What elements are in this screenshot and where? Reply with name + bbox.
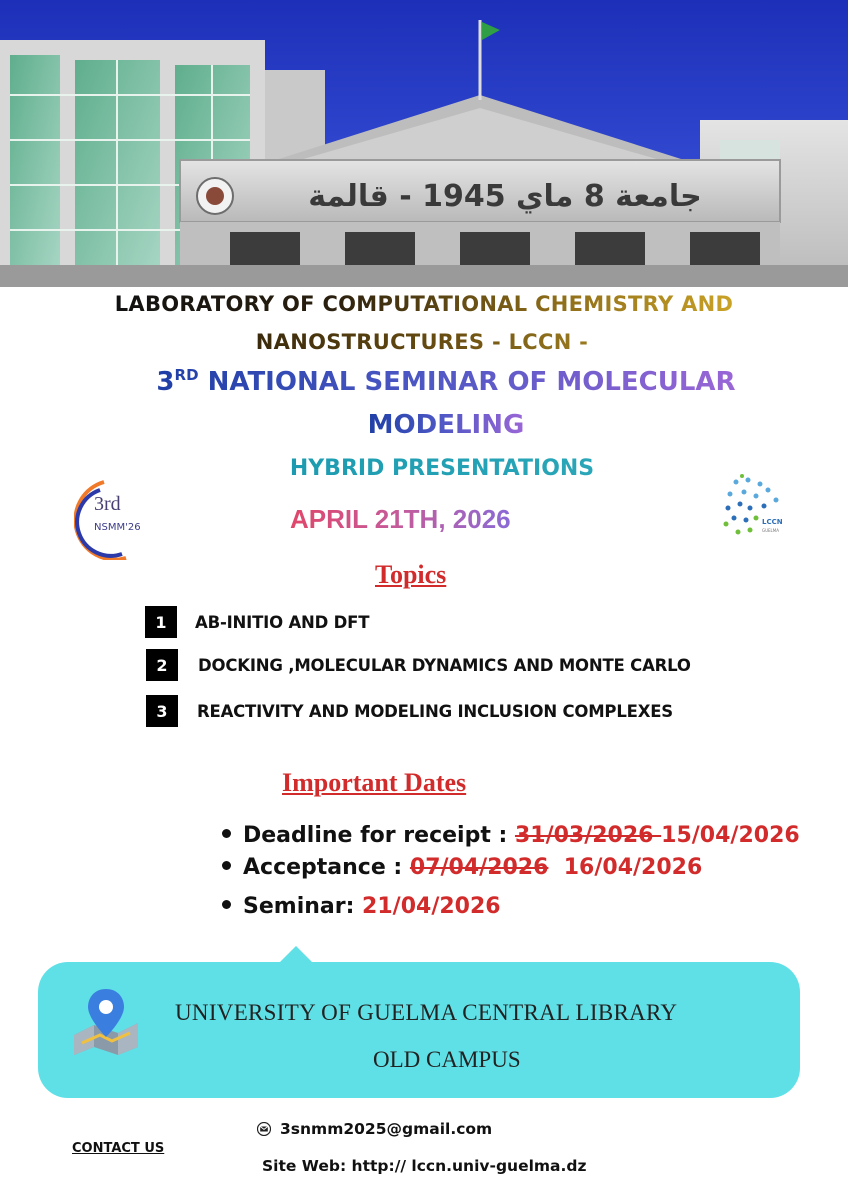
topic-text: DOCKING ,MOLECULAR DYNAMICS AND MONTE CARLO	[198, 655, 691, 675]
hero-photo	[0, 0, 848, 287]
topic-item	[145, 606, 369, 638]
lccn-logo	[718, 472, 792, 542]
date-item-seminar	[222, 894, 501, 919]
date-label: Acceptance :	[243, 855, 410, 880]
map-pin-icon	[70, 985, 142, 1055]
date-new: 21/04/2026	[362, 894, 501, 919]
date-old: 07/04/2026	[409, 855, 549, 880]
date-label: Seminar:	[243, 894, 363, 919]
important-dates-heading: Important Dates	[282, 768, 467, 797]
lab-title-line-2: NANOSTRUCTURES - LCCN -	[255, 330, 589, 354]
location-box	[38, 962, 800, 1098]
university-building-photo	[0, 0, 848, 287]
date-old: 31/03/2026	[514, 823, 662, 848]
topics-heading: Topics	[375, 560, 447, 589]
topic-number: 2	[146, 649, 178, 681]
banner-arabic-text: جامعة 8 ماي 1945 - قالمة	[308, 179, 702, 214]
date-new: 16/04/2026	[548, 855, 703, 880]
bullet-icon	[222, 861, 231, 870]
email-icon	[257, 1122, 271, 1136]
contact-website[interactable]: Site Web: http:// lccn.univ-guelma.dz	[262, 1157, 587, 1175]
nsmm-logo-ordinal: 3rd	[94, 493, 121, 515]
bullet-icon	[222, 900, 231, 909]
hybrid-presentations: HYBRID PRESENTATIONS	[289, 456, 595, 481]
bullet-icon	[222, 829, 231, 838]
topic-text: AB-INITIO AND DFT	[195, 612, 370, 632]
date-new: 15/04/2026	[661, 823, 800, 848]
location-line-1: UNIVERSITY OF GUELMA CENTRAL LIBRARY	[175, 1000, 678, 1025]
seminar-title-line-2: MODELING	[367, 410, 525, 440]
date-label: Deadline for receipt :	[243, 823, 515, 848]
contact-email[interactable]: 3snmm2025@gmail.com	[280, 1120, 493, 1138]
contact-us-label: CONTACT US	[72, 1141, 165, 1156]
date-item-deadline	[222, 823, 800, 848]
location-line-2: OLD CAMPUS	[373, 1047, 521, 1072]
lccn-logo-sub: GUELMA	[762, 528, 779, 533]
topic-item	[146, 695, 673, 727]
nsmm-logo	[74, 478, 170, 560]
topic-item	[146, 649, 691, 681]
topic-number: 1	[145, 606, 177, 638]
topic-number: 3	[146, 695, 178, 727]
nsmm-logo-name: NSMM'26	[94, 522, 141, 533]
date-item-acceptance	[222, 855, 702, 880]
seminar-date: APRIL 21TH, 2026	[290, 504, 511, 534]
lab-title-line-1: LABORATORY OF COMPUTATIONAL CHEMISTRY AND	[114, 292, 734, 316]
seminar-title-line-1: 3RD NATIONAL SEMINAR OF MOLECULAR	[156, 366, 736, 397]
lccn-logo-name: LCCN	[762, 518, 783, 526]
topic-text: REACTIVITY AND MODELING INCLUSION COMPLEXES	[197, 701, 673, 721]
